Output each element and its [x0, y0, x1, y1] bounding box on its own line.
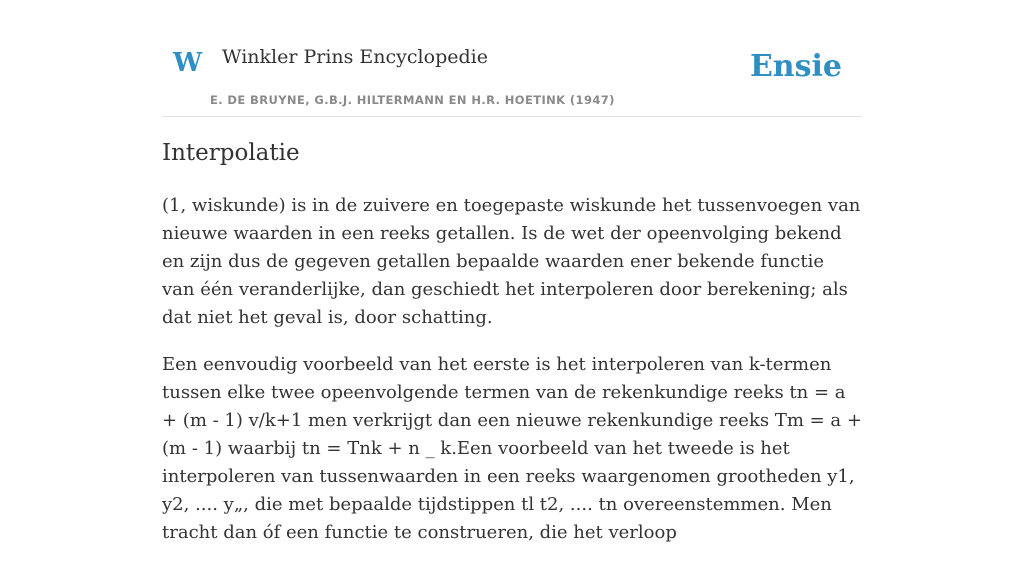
- header: [162, 0, 862, 117]
- ensie-brand-logo[interactable]: Ensie: [749, 49, 842, 84]
- page: [162, 0, 862, 543]
- publication-title[interactable]: Winkler Prins Encyclopedie: [222, 46, 488, 68]
- encyclopedia-logo-icon[interactable]: W: [173, 48, 203, 78]
- entry-paragraph: Een eenvoudig voorbeeld van het eerste is het interpoleren van k-termen tussen elke twee opeenvolgende termen van de rekenkundige reeks tn = a + (m - 1) v/k+1 men verkrijgt dan een nieuwe rekenkundige reeks Tm = a + (m - 1) waarbij tn = Tnk + n _ k.Een voorbeeld van het tweede is het interpoleren van tussenwaarden in een reeks waargenomen grootheden y1, y2, .... y„, die met bepaalde tijdstippen tl t2, .... tn overeenstemmen. Men tracht dan óf een functie te construeren, die het verloop: [162, 354, 862, 543]
- entry-paragraph: (1, wiskunde) is in de zuivere en toegepaste wiskunde het tussenvoegen van nieuwe waarden in een reeks getallen. Is de wet der opeenvolging bekend en zijn dus de gegeven getallen bepaalde waarden ener bekende functie van één veranderlijke, dan geschiedt het interpoleren door berekening; als dat niet het geval is, door schatting.: [162, 195, 861, 328]
- entry-body: [162, 192, 862, 566]
- entry-title: Interpolatie: [162, 140, 300, 166]
- publication-authors: E. DE BRUYNE, G.B.J. HILTERMANN EN H.R. HOETINK (1947): [210, 93, 615, 107]
